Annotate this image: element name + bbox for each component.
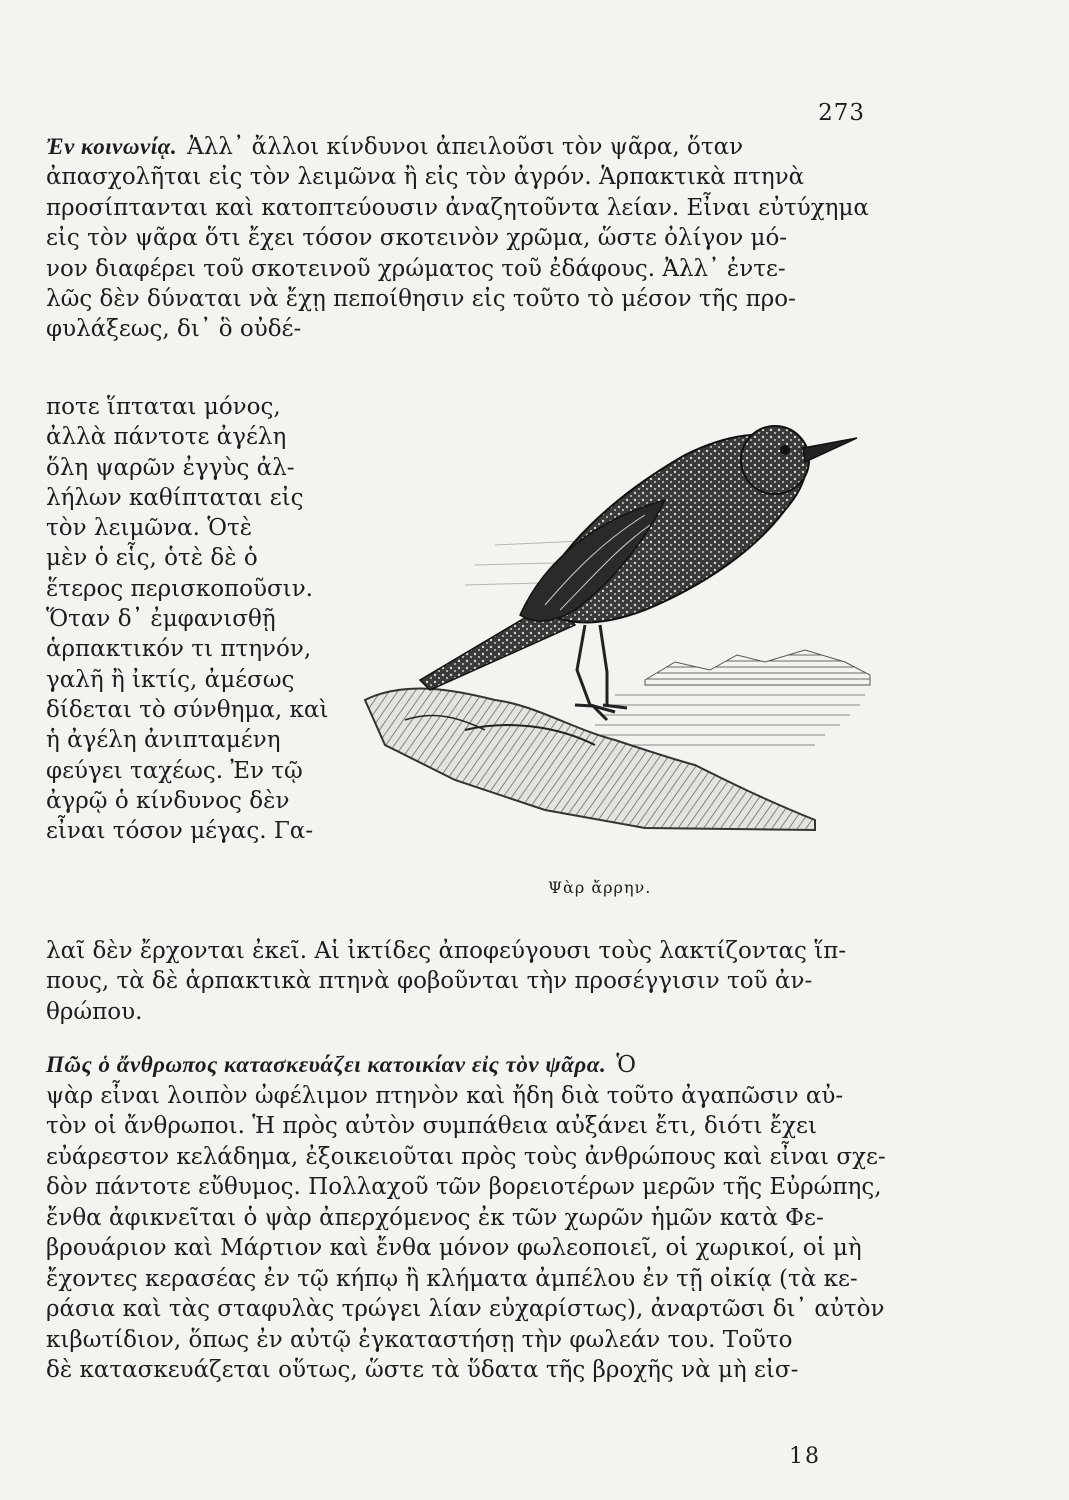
rock-ground [365,688,815,830]
text-line: δίδεται τὸ σύνθημα, καὶ [46,696,329,723]
text-line: ράσια καὶ τὰς σταφυλὰς τρώγει λίαν εὐχαρίστως), ἀναρτῶσι δι᾽ αὐτὸν [46,1296,885,1322]
bird-legs [575,625,627,720]
bird-beak [803,438,857,462]
signature-mark: 18 [789,1444,821,1469]
text-line: φυλάξεως, δι᾽ ὃ οὐδέ- [46,316,302,343]
distant-hills [645,650,870,685]
bird-eye [780,445,790,455]
text-line: ἡ ἀγέλη ἀνιπταμένη [46,727,281,754]
text-line: Ἐν κοινωνίᾳ. Ἀλλ᾽ ἄλλοι κίνδυνοι ἀπειλοῦσι τὸν ψᾶρα, ὅταν [46,134,744,160]
text-line: ἀλλὰ πάντοτε ἀγέλη [46,424,287,451]
text-line: λαῖ δὲν ἔρχονται ἐκεῖ. Αἱ ἰκτίδες ἀποφεύγουσι τοὺς λακτίζοντας ἵπ- [46,938,847,964]
text-line: ἔνθα ἀφικνεῖται ὁ ψὰρ ἀπερχόμενος ἐκ τῶν χωρῶν ἡμῶν κατὰ Φε- [46,1204,824,1231]
text-line: κιβωτίδιον, ὅπως ἐν αὐτῷ ἐγκαταστήσῃ τὴν φωλεάν του. Τοῦτο [46,1326,793,1353]
text-line: ἀπασχολῆται εἰς τὸν λειμῶνα ἢ εἰς τὸν ἀγρόν. Ἁρπακτικὰ πτηνὰ [46,164,805,191]
text-line: ἀγρῷ ὁ κίνδυνος δὲν [46,787,290,814]
text-line: Πῶς ὁ ἄνθρωπος κατασκευάζει κατοικίαν εἰς τὸν ψᾶρα. Ὁ [46,1052,637,1078]
text-line: εἰς τὸν ψᾶρα ὅτι ἔχει τόσον σκοτεινὸν χρῶμα, ὥστε ὀλίγον μό- [46,225,788,252]
text-line: τὸν οἱ ἄνθρωποι. Ἡ πρὸς αὐτὸν συμπάθεια αὐξάνει ἔτι, διότι ἔχει [46,1113,817,1139]
starling-illustration [345,400,885,840]
text-line: ἔχοντες κερασέας ἐν τῷ κήπῳ ἢ κλήματα ἀμπέλου ἐν τῇ οἰκίᾳ (τὰ κε- [46,1265,858,1292]
text-line: ποτε ἵπταται μόνος, [46,394,281,420]
text-line: ἕτερος περισκοποῦσιν. [46,575,313,602]
figure-caption: Ψὰρ ἄρρην. [548,878,652,897]
section-1-narrow-text [46,392,336,846]
water-lines [595,695,865,745]
text-line: εὐάρεστον κελάδημα, ἐξοικειοῦται πρὸς τοὺς ἀνθρώπους καὶ εἶναι σχε- [46,1143,886,1170]
text-line: δὲ κατασκευάζεται οὕτως, ὥστε τὰ ὕδατα τῆς βροχῆς νὰ μὴ εἰσ- [46,1357,799,1383]
text-line: προσίπτανται καὶ κατοπτεύουσιν ἀναζητοῦντα λείαν. Εἶναι εὐτύχημα [46,194,869,221]
text-line: πους, τὰ δὲ ἁρπακτικὰ πτηνὰ φοβοῦνται τὴν προσέγγισιν τοῦ ἀν- [46,968,813,995]
text-line: φεύγει ταχέως. Ἐν τῷ [46,757,303,784]
text-line: εἶναι τόσον μέγας. Γα- [46,818,314,845]
text-line: ὅλη ψαρῶν ἐγγὺς ἀλ- [46,454,295,481]
page-number: 273 [818,100,865,126]
text-line: Ὅταν δ᾽ ἐμφανισθῇ [46,606,276,633]
text-line: ἁρπακτικόν τι πτηνόν, [46,636,312,663]
text-line: θρώπου. [46,998,143,1025]
text-line: γαλῆ ἢ ἰκτίς, ἀμέσως [46,666,295,693]
section-2-text [46,1050,886,1386]
bird-head [741,426,809,494]
text-line: λῶς δὲν δύναται νὰ ἔχῃ πεποίθησιν εἰς τοῦτο τὸ μέσον τῆς προ- [46,285,796,312]
text-line: νον διαφέρει τοῦ σκοτεινοῦ χρώματος τοῦ ἐδάφους. Ἀλλ᾽ ἐντε- [46,255,786,282]
section-heading-2: Πῶς ὁ ἄνθρωπος κατασκευάζει κατοικίαν εἰς τὸν ψᾶρα. [46,1052,607,1077]
section-1-continuation [46,936,876,1027]
text-line: τὸν λειμῶνα. Ὁτὲ [46,515,253,542]
text-line: δὸν πάντοτε εὔθυμος. Πολλαχοῦ τῶν βορειοτέρων μερῶν τῆς Εὐρώπης, [46,1174,882,1200]
text-line: λήλων καθίπταται εἰς [46,484,304,511]
section-1-text [46,132,906,345]
text-line: μὲν ὁ εἷς, ὁτὲ δὲ ὁ [46,545,258,572]
text-line: βρουάριον καὶ Μάρτιον καὶ ἔνθα μόνον φωλεοποιεῖ, οἱ χωρικοί, οἱ μὴ [46,1235,862,1261]
section-heading-1: Ἐν κοινωνίᾳ. [46,134,178,159]
text-line: ψὰρ εἶναι λοιπὸν ὠφέλιμον πτηνὸν καὶ ἤδη διὰ τοῦτο ἀγαπῶσιν αὐ- [46,1082,844,1109]
